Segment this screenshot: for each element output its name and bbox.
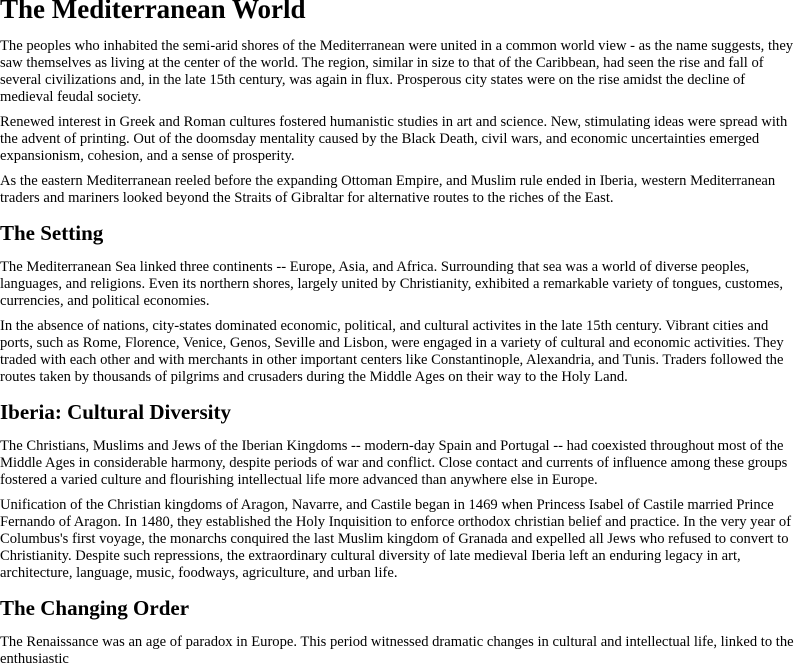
intro-paragraph: The peoples who inhabited the semi-arid shores of the Mediterranean were united in a common world view - as the name suggests, they saw themselves as living at the center of the world. The region, similar in size to that of the Caribbean, had seen the rise and fall of several civilizations and, in the late 15th century, was again in flux. Prosperous city states were on the rise amidst the decline of medieval feudal society. <box>0 38 794 105</box>
section-heading-setting: The Setting <box>0 221 104 245</box>
section-paragraph: Unification of the Christian kingdoms of Aragon, Navarre, and Castile began in 1469 when Princess Isabel of Castile married Prince Fernando of Aragon. In 1480, they established the Holy Inquisition to enforce orthodox christian belief and practice. In the very year of Columbus's first voyage, the monarchs conquired the last Muslim kingdom of Granada and expelled all Jews who refused to convert to Christianity. Despite such repressions, the extraordinary cultural diversity of late medieval Iberia left an enduring legacy in art, architecture, language, music, foodways, agriculture, and urban life. <box>0 497 792 581</box>
section-paragraph: The Renaissance was an age of paradox in Europe. This period witnessed dramatic changes in cultural and intellectual life, linked to the enthusiastic <box>0 634 794 667</box>
section-paragraph: In the absence of nations, city-states dominated economic, political, and cultural activites in the late 15th century. Vibrant cities and ports, such as Rome, Florence, Venice, Genos, Seville and Lisbon, were engaged in a variety of cultural and economic activities. They traded with each other and with merchants in other important centers like Constantinople, Alexandria, and Tunis. Traders followed the routes taken by thousands of pilgrims and crusaders during the Middle Ages on their way to the Holy Land. <box>0 318 784 385</box>
intro-paragraph: Renewed interest in Greek and Roman cultures fostered humanistic studies in art and science. New, stimulating ideas were spread with the advent of printing. Out of the doomsday mentality caused by the Black Death, civil wars, and economic uncertainties emerged expansionism, cohesion, and a sense of prosperity. <box>0 114 788 164</box>
page-title: The Mediterranean World <box>0 0 306 24</box>
intro-paragraph: As the eastern Mediterranean reeled before the expanding Ottoman Empire, and Muslim rule ended in Iberia, western Mediterranean traders and mariners looked beyond the Straits of Gibraltar for alternative routes to the riches of the East. <box>0 173 776 206</box>
section-heading-iberia: Iberia: Cultural Diversity <box>0 400 231 424</box>
section-heading-changing-order: The Changing Order <box>0 596 190 620</box>
section-paragraph: The Mediterranean Sea linked three continents -- Europe, Asia, and Africa. Surrounding that sea was a world of diverse peoples, languages, and religions. Even its northern shores, largely united by Christianity, exhibited a remarkable variety of tongues, customes, currencies, and political economies. <box>0 259 784 309</box>
section-paragraph: The Christians, Muslims and Jews of the Iberian Kingdoms -- modern-day Spain and Portugal -- had coexisted throughout most of the Middle Ages in considerable harmony, despite periods of war and conflict. Close contact and currents of influence among these groups fostered a varied culture and flourishing intellectual life more advanced than anywhere else in Europe. <box>0 438 788 488</box>
